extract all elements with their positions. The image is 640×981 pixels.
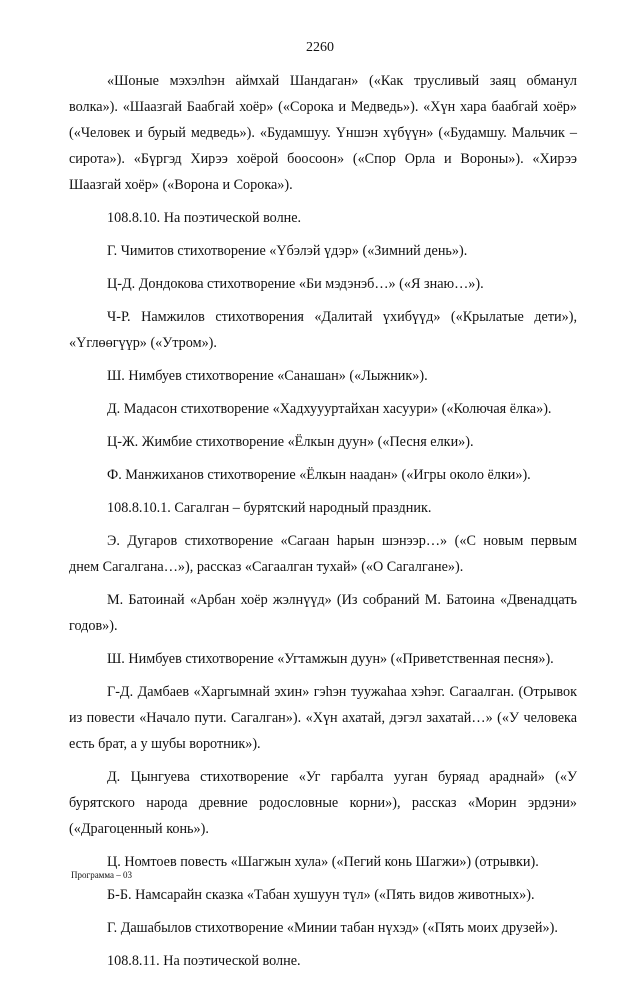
paragraph-manzhikhanov: Ф. Манжиханов стихотворение «Ёлкын наадан» («Игры около ёлки»). xyxy=(107,467,531,483)
paragraph-zhimbie: Ц-Ж. Жимбие стихотворение «Ёлкын дуун» («Песня елки»). xyxy=(107,434,474,450)
paragraph-dugarov: Э. Дугаров стихотворение «Сагаан hарын шэнээр…» («С новым первым днем Сагалгана…»), рассказ «Сагаалган тухай» («О Сагалгане»). xyxy=(69,533,577,575)
paragraph-batoinai: М. Батоинай «Арбан хоёр жэлнүүд» (Из собраний М. Батоина «Двенадцать годов»). xyxy=(69,592,577,634)
paragraph-madason: Д. Мадасон стихотворение «Хадхуууртайхан хасуури» («Колючая ёлка»). xyxy=(107,401,552,417)
paragraph-dondokova: Ц-Д. Дондокова стихотворение «Би мэдэнэб…» («Я знаю…»). xyxy=(107,276,484,292)
paragraph-dambaev: Г-Д. Дамбаев «Харгымнай эхин» гэhэн туужаhаа хэhэг. Сагаалган. (Отрывок из повести «Начало пути. Сагалган»). «Хүн ахатай, дэгэл захатай…» («У человека есть брат, а у шубы воротник»). xyxy=(69,684,577,752)
document-body xyxy=(69,68,577,981)
section-heading-108-8-11: 108.8.11. На поэтической волне. xyxy=(107,953,301,969)
section-heading-108-8-10: 108.8.10. На поэтической волне. xyxy=(107,210,302,226)
paragraph-tsyngueva: Д. Цынгуева стихотворение «Уг гарбалта ууган буряад араднай» («У бурятского народа древние родословные корни»), рассказ «Морин эрдэни» («Драгоценный конь»). xyxy=(69,769,577,837)
footer-program-label: Программа – 03 xyxy=(71,870,133,880)
paragraph-nimbuev-lyzhnik: Ш. Нимбуев стихотворение «Санашан» («Лыжник»). xyxy=(107,368,428,384)
paragraph-namzhilov: Ч-Р. Намжилов стихотворения «Далитай үхибүүд» («Крылатые дети»), «Үглөөгүүр» («Утром»). xyxy=(69,309,577,351)
paragraph-folk-tales: «Шоные мэхэлhэн аймхай Шандаган» («Как трусливый заяц обманул волка»). «Шаазгай Баабгай хоёр» («Сорока и Медведь»). «Хүн хара баабгай хоёр» («Человек и бурый медведь»). «Будамшуу. Үншэн хүбүүн» («Будамшу. Мальчик – сирота»). «Бүргэд Хирээ хоёрой боосоон» («Спор Орла и Вороны»). «Хирээ Шаазгай хоёр» («Ворона и Сорока»). xyxy=(69,73,577,193)
paragraph-namsarain: Б-Б. Намсарайн сказка «Табан хушуун түл» («Пять видов животных»). xyxy=(107,887,535,903)
paragraph-dashabylov: Г. Дашабылов стихотворение «Минии табан нүхэд» («Пять моих друзей»). xyxy=(107,920,558,936)
section-heading-108-8-10-1: 108.8.10.1. Сагалган – бурятский народный праздник. xyxy=(107,500,432,516)
paragraph-nomtoev: Ц. Номтоев повесть «Шагжын хула» («Пегий конь Шагжи») (отрывки). xyxy=(107,854,539,870)
paragraph-nimbuev-song: Ш. Нимбуев стихотворение «Угтамжын дуун» («Приветственная песня»). xyxy=(107,651,554,667)
page-number: 2260 xyxy=(306,40,334,55)
paragraph-chimitov: Г. Чимитов стихотворение «Үбэлэй үдэр» («Зимний день»). xyxy=(107,243,468,259)
